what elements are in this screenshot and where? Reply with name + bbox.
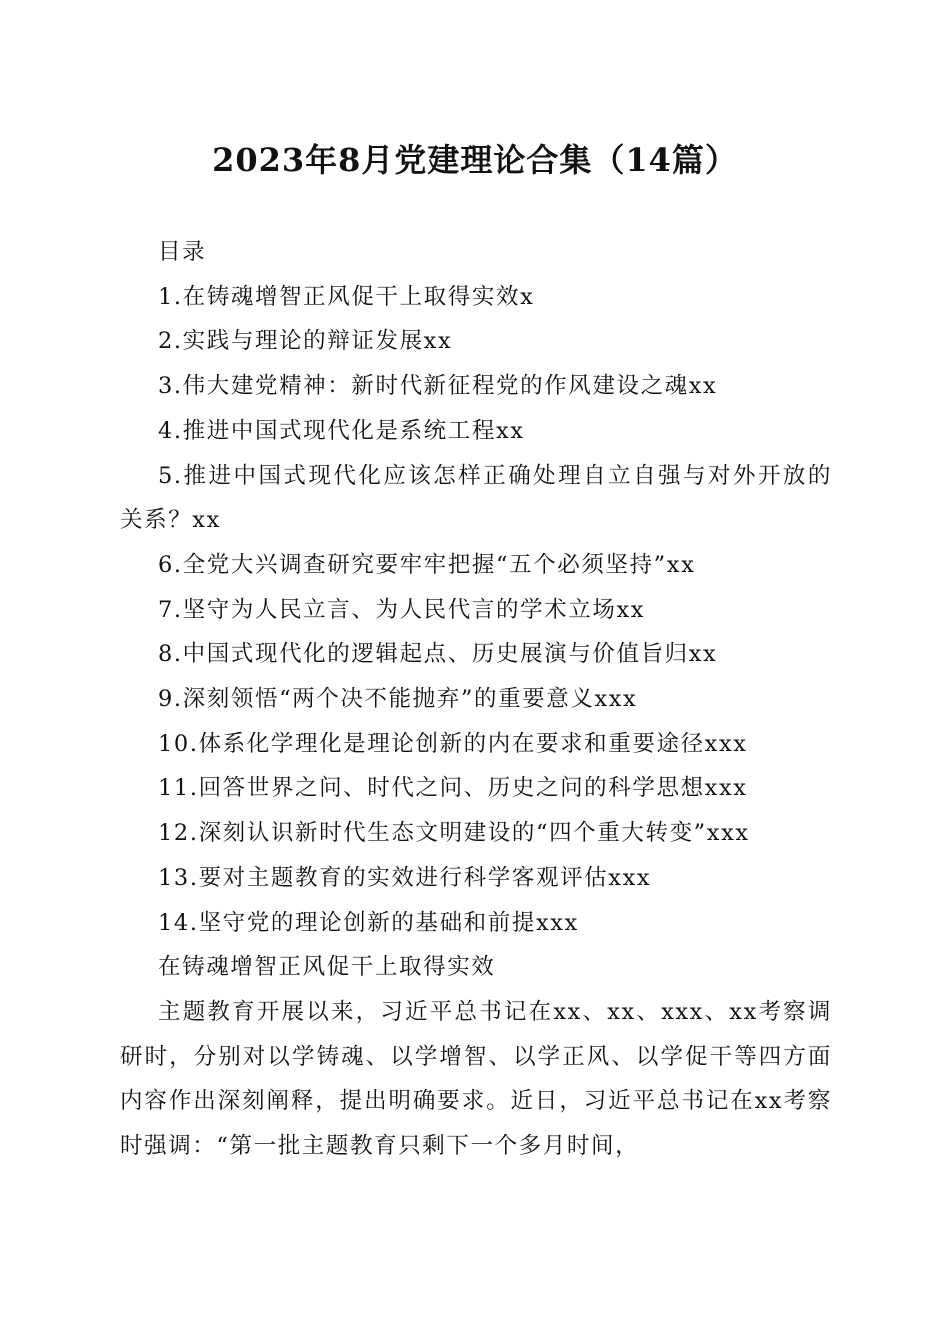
toc-item: 8.中国式现代化的逻辑起点、历史展演与价值旨归xx (158, 641, 718, 668)
body-paragraph: 主题教育开展以来，习近平总书记在xx、xx、xxx、xx考察调研时，分别对以学铸魂、以学增智、以学正风、以学促干等四方面内容作出深刻阐释，提出明确要求。近日，习近平总书记在xx考察时强调：“第一批主题教育只剩下一个多月时间， (120, 998, 832, 1160)
toc-item: 5.推进中国式现代化应该怎样正确处理自立自强与对外开放的关系？xx (120, 462, 832, 534)
toc-item: 11.回答世界之问、时代之问、历史之问的科学思想xxx (158, 775, 748, 802)
toc-item: 10.体系化学理化是理论创新的内在要求和重要途径xxx (158, 730, 748, 757)
toc-item: 6.全党大兴调查研究要牢牢把握“五个必须坚持”xx (158, 551, 696, 578)
toc-item: 7.坚守为人民立言、为人民代言的学术立场xx (158, 596, 646, 623)
toc-item: 12.深刻认识新时代生态文明建设的“四个重大转变”xxx (158, 820, 750, 847)
toc-item: 2.实践与理论的辩证发展xx (158, 328, 453, 355)
toc-item: 4.推进中国式现代化是系统工程xx (158, 417, 525, 444)
document-body (120, 230, 832, 1169)
toc-item: 3.伟大建党精神：新时代新征程党的作风建设之魂xx (158, 373, 718, 400)
toc-item: 14.坚守党的理论创新的基础和前提xxx (158, 909, 579, 936)
section-heading: 在铸魂增智正风促干上取得实效 (158, 954, 496, 981)
toc-item: 9.深刻领悟“两个决不能抛弃”的重要意义xxx (158, 686, 638, 713)
toc-heading: 目录 (158, 239, 207, 265)
document-title: 2023年8月党建理论合集（14篇） (212, 141, 738, 179)
toc-item: 1.在铸魂增智正风促干上取得实效x (158, 283, 535, 310)
toc-item: 13.要对主题教育的实效进行科学客观评估xxx (158, 864, 652, 891)
